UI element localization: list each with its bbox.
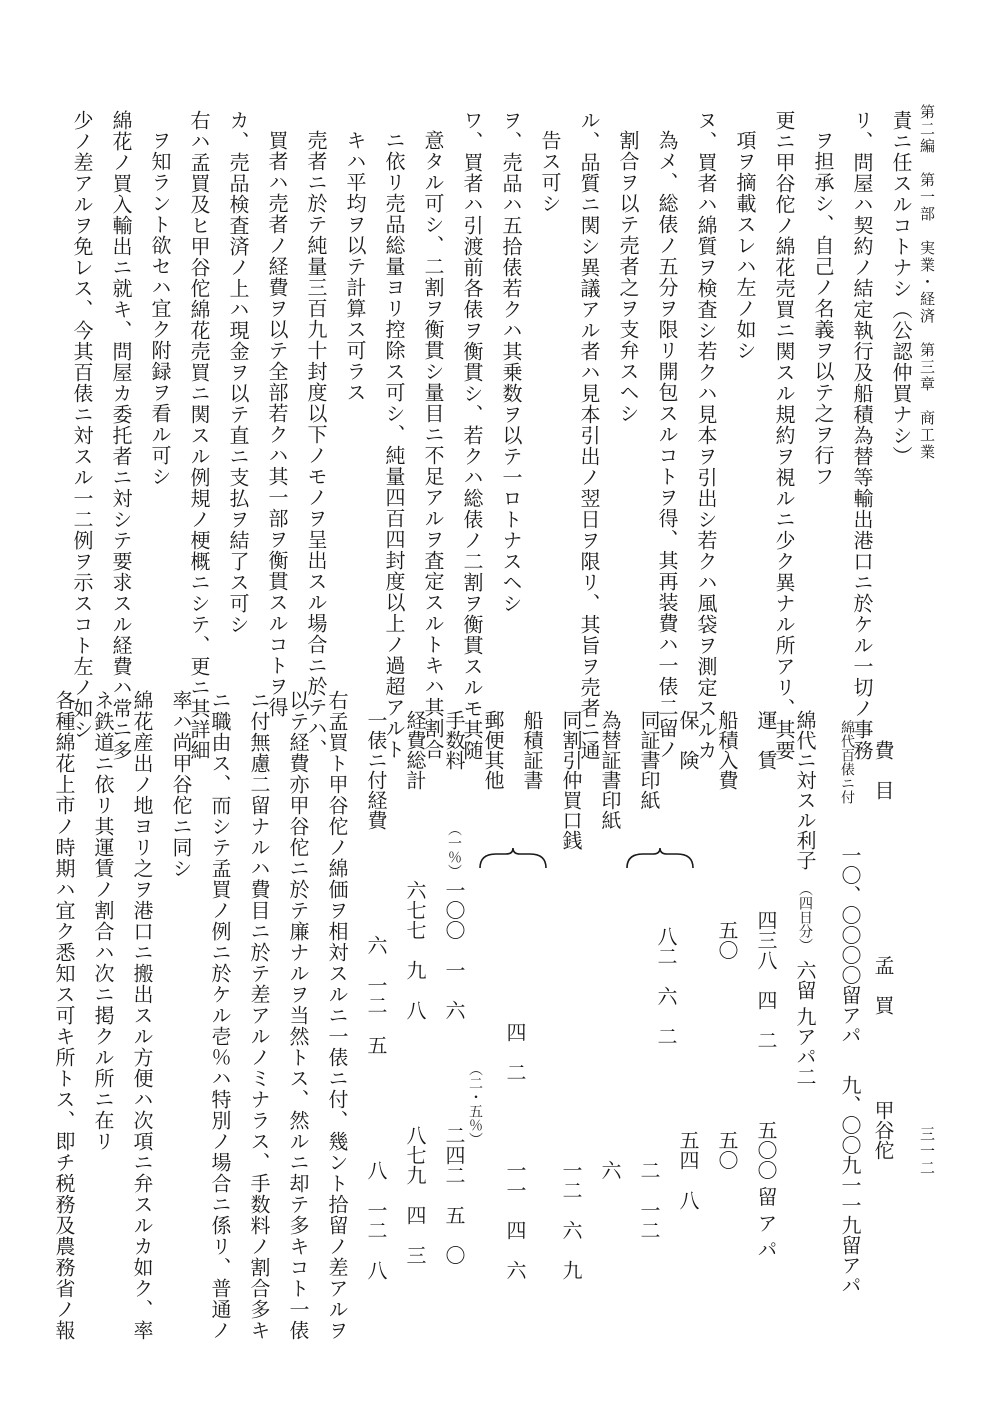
text-line: 告ス可シ: [538, 130, 562, 214]
cell-bombay: 八二 六 二: [654, 926, 678, 1046]
text-line: ワ、買者ハ引渡前各俵ヲ衡貫シ、若クハ総俵ノ二割ヲ衡貫スルモ其随: [460, 110, 484, 761]
page-number: 三一二: [918, 1126, 936, 1177]
text-line: 綿花ノ買入輸出ニ就キ、問屋カ委托者ニ対シテ要求スル経費ハ常ニ多: [109, 110, 133, 761]
text-line: ヲ知ラント欲セハ宜ク附録ヲ看ル可シ: [148, 130, 172, 487]
cell-bombay: 五〇: [715, 920, 739, 960]
row-label: 一俵ニ付経費: [364, 710, 388, 830]
text-line: キハ平均ヲ以テ計算ス可ラス: [343, 130, 367, 403]
cell-bombay: 一〇、〇〇〇〇留アパ: [838, 845, 862, 1045]
text-line: 綿花産出ノ地ヨリ之ヲ港口ニ搬出スル方便ハ次項ニ弁スルカ如ク、率: [130, 690, 154, 1341]
row-note: （二・五％）: [467, 1062, 483, 1146]
row-label: 手数料: [442, 710, 466, 770]
text-line: カ、売品検査済ノ上ハ現金ヲ以テ直ニ支払ヲ結了ス可シ: [226, 110, 250, 635]
row-note: （一％）: [446, 822, 462, 878]
cell-bombay: 六 一二 五: [364, 935, 388, 1055]
text-line: 意タル可シ、二割ヲ衡貫シ量目ニ不足アルヲ査定スルトキハ其割合: [421, 130, 445, 760]
text-line: 少ノ差アルヲ免レス、今其百俵ニ対スル一二例ヲ示スコト左ノ如シ: [70, 110, 94, 740]
text-line: ヲ担承シ、自己ノ名義ヲ以テ之ヲ行フ: [811, 130, 835, 487]
cell-calcutta: 二四二 五 〇: [442, 1125, 466, 1265]
text-line: 各種綿花上市ノ時期ハ宜ク悉知ス可キ所トス、即チ税務及農務省ノ報: [52, 690, 76, 1341]
text-line: 更ニ甲谷佗ノ綿花売買ニ関スル規約ヲ視ルニ少ク異ナル所アリ、其要: [772, 110, 796, 761]
row-label: 郵便其他: [481, 710, 505, 790]
running-title: 第二編 第一部 実業・経済 第三章 商工業: [918, 104, 936, 461]
text-line: ニ付無慮二留ナルハ費目ニ於テ差アルノミナラス、手数料ノ割合多キ: [247, 690, 271, 1341]
table-header-item: 費 目: [871, 740, 895, 800]
cell-calcutta: 九、〇〇九一一九留アパ: [838, 1075, 862, 1295]
cell-calcutta: 一一 四 六: [503, 1160, 527, 1280]
cell-bombay: 四三八 四 二: [754, 910, 778, 1050]
cell-calcutta: 二 一二: [637, 1160, 661, 1240]
text-line: ネ鉄道ニ依リ其運賃ノ割合ハ次ニ掲クル所ニ在リ: [91, 690, 115, 1152]
cell-calcutta: 五〇〇 留 ア パ: [754, 1120, 778, 1260]
text-line: 売者ニ於テ純量三百九十封度以下ノモノヲ呈出スル場合ニ於テハ、: [304, 130, 328, 760]
text-line: 以テ経費亦甲谷佗ニ於テ廉ナルヲ当然トス、然ルニ却テ多キコト一俵: [286, 690, 310, 1341]
text-line: ヌ、買者ハ綿質ヲ検査シ若クハ見本ヲ引出シ若クハ風袋ヲ測定スルカ: [694, 110, 718, 761]
row-label: 保 険: [676, 710, 700, 770]
cell-calcutta: 五四 八: [676, 1130, 700, 1210]
brace-bracket: [625, 846, 695, 872]
text-line: 買者ハ売者ノ経費ヲ以テ全部若クハ其一部ヲ衡貫スルコトヲ得: [265, 130, 289, 718]
text-line: ニ職由ス、而シテ孟買ノ例ニ於ケル壱％ハ特別ノ場合ニ係リ、普通ノ: [208, 690, 232, 1341]
row-label: 同証書印紙: [637, 710, 661, 810]
row-label: 船積証書: [520, 710, 544, 790]
text-line: ル、品質ニ関シ異議アル者ハ見本引出ノ翌日ヲ限リ、其旨ヲ売者ニ通: [577, 110, 601, 761]
row-label: 船積入費: [715, 710, 739, 790]
cell-calcutta: 六: [598, 1160, 622, 1180]
text-line: 率ハ尚甲谷佗ニ同シ: [169, 690, 193, 879]
text-line: ニ依リ売品総量ヨリ控除ス可シ、純量四百四封度以上ノ過超アルト: [382, 130, 406, 760]
cell-calcutta: 五〇: [715, 1130, 739, 1170]
text-line: 割合ヲ以テ売者之ヲ支弁スヘシ: [616, 130, 640, 424]
cell-bombay: 六七七 九 八: [403, 880, 427, 1020]
text-line: ヲ、売品ハ五拾俵若クハ其乗数ヲ以テ一ロトナスヘシ: [499, 110, 523, 614]
cell-bombay: 一〇〇 一 六: [442, 880, 466, 1020]
row-label: 運 賃: [754, 710, 778, 770]
text-line: リ、問屋ハ契約ノ結定執行及船積為替等輸出港口ニ於ケル一切ノ事務: [850, 110, 874, 761]
text-line: 為メ、総俵ノ五分ヲ限リ開包スルコトヲ得、其再装費ハ一俵二留ノ: [655, 130, 679, 760]
text-line: 責ニ任スルコトナシ（公認仲買ナシ）: [889, 110, 913, 467]
table-header-calcutta: 甲谷佗: [871, 1100, 895, 1160]
row-note: （四日分）: [797, 882, 813, 952]
text-line: 右ハ孟買及ヒ甲谷佗綿花売買ニ関スル例規ノ梗概ニシテ、更ニ其詳細: [187, 110, 211, 761]
brace-bracket: [478, 846, 548, 872]
table-header-bombay: 孟 買: [871, 955, 895, 1015]
row-label: 綿代ニ対スル利子: [793, 710, 817, 870]
row-label: 同割引仲買口銭: [559, 710, 583, 850]
cell-bombay: 四 二: [503, 1022, 527, 1082]
row-label: 経費総計: [403, 710, 427, 790]
cell-calcutta: 八七九 四 三: [403, 1125, 427, 1265]
cell-bombay: 六留 九アパ二: [793, 960, 817, 1087]
cell-calcutta: 八 一二 八: [364, 1160, 388, 1280]
text-line: 項ヲ摘載スレハ左ノ如シ: [733, 130, 757, 361]
cell-calcutta: 一二 六 九: [559, 1160, 583, 1280]
table-subheader: 綿代百俵ニ付: [839, 720, 855, 804]
row-label: 為替証書印紙: [598, 710, 622, 830]
text-line: 右孟買ト甲谷佗ノ綿価ヲ相対スルニ一俵ニ付、幾ント拾留ノ差アルヲ: [325, 690, 349, 1341]
